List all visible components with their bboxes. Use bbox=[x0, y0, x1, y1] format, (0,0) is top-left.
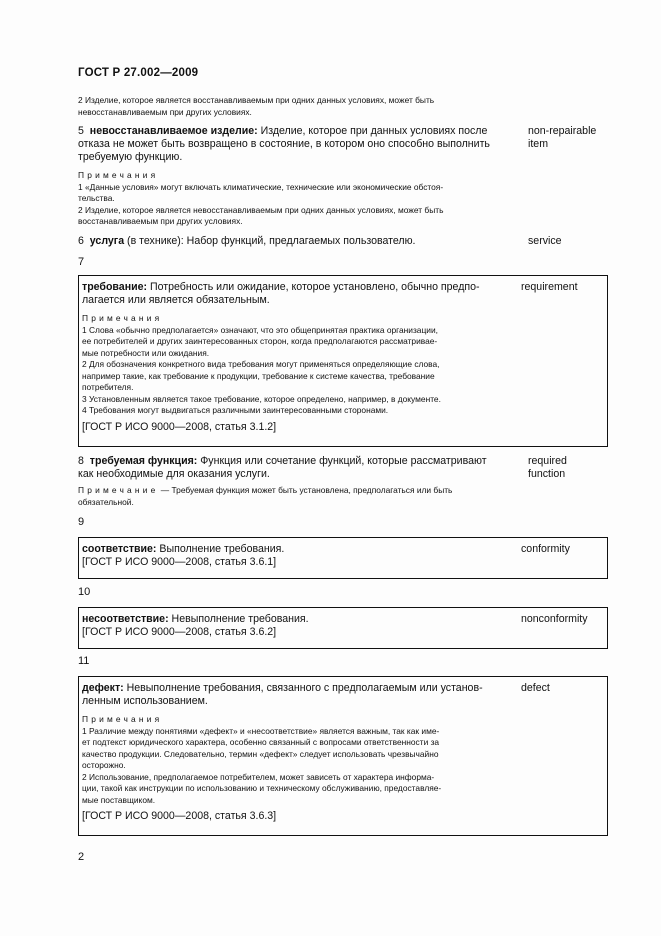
english-term: non-repairable item bbox=[528, 125, 597, 150]
definition bbox=[78, 455, 518, 481]
definition-text: как необходимые для оказания услуги. bbox=[78, 468, 270, 480]
note-line: 2 Изделие, которое является восстанавливаемым при одних данных условиях, может быть bbox=[78, 95, 435, 105]
note-line: осторожно. bbox=[82, 760, 126, 770]
english-term: required function bbox=[528, 455, 567, 480]
source-reference: [ГОСТ Р ИСО 9000—2008, статья 3.6.2] bbox=[82, 626, 277, 638]
note-line: например такие, как требование к продукции, требование к системе качества, требование bbox=[82, 370, 435, 381]
term-entry-9-box bbox=[78, 537, 608, 579]
definition bbox=[82, 682, 518, 708]
term-entry-8 bbox=[78, 455, 614, 508]
term-number: 10 bbox=[78, 586, 91, 598]
definition bbox=[82, 543, 518, 569]
note-line: 1 «Данные условия» могут включать климатические, технические или экономические обстоя- bbox=[78, 181, 444, 192]
notes-title: Примечание bbox=[78, 485, 159, 495]
note-line: ет подтекст юридического характера, особенно связанный с вопросами ответственности за bbox=[82, 737, 440, 747]
note-line: восстанавливаемым при других условиях. bbox=[78, 216, 243, 226]
source-reference: [ГОСТ Р ИСО 9000—2008, статья 3.6.3] bbox=[82, 810, 277, 822]
note-line: 2 Для обозначения конкретного вида требования могут применяться определяющие слова, bbox=[82, 359, 440, 369]
note-line: 2 Использование, предполагаемое потребителем, может зависеть от характера информа- bbox=[82, 771, 435, 782]
definition-text: отказа не может быть возвращено в состояние, в котором оно способно выполнить bbox=[78, 138, 490, 150]
note-line: невосстанавливаемым при других условиях. bbox=[78, 106, 252, 117]
definition bbox=[78, 125, 518, 164]
note-line: 1 Слова «обычно предполагается» означают, что это общепринятая практика организации, bbox=[82, 324, 438, 335]
document-page bbox=[78, 0, 614, 936]
term-name: требование: bbox=[82, 281, 148, 293]
term-name: услуга bbox=[89, 235, 125, 247]
english-term: defect bbox=[521, 682, 550, 694]
note-text: — Требуемая функция может быть установлена, предполагаться или быть bbox=[158, 485, 453, 495]
definition-text: Изделие, которое при данных условиях после bbox=[257, 125, 488, 137]
english-term: conformity bbox=[521, 543, 570, 555]
notes-title: Примечания bbox=[82, 313, 163, 323]
intro-note bbox=[78, 95, 614, 118]
definition-text: Невыполнение требования, связанного с предполагаемым или установ- bbox=[123, 682, 483, 694]
note-line: ее потребителей и других заинтересованных сторон, когда предполагаются рассматривае- bbox=[82, 336, 438, 346]
definition-text: Функция или сочетание функций, которые рассматривают bbox=[197, 455, 487, 467]
page-number: 2 bbox=[78, 851, 85, 863]
english-term: requirement bbox=[521, 281, 578, 293]
definition bbox=[82, 613, 518, 639]
term-name: несоответствие: bbox=[82, 613, 169, 625]
note-line: 3 Установленным является такое требование, которое определено, например, в документе. bbox=[82, 393, 441, 404]
definition bbox=[82, 281, 518, 307]
term-number: 11 bbox=[78, 655, 90, 667]
note-line: тельства. bbox=[78, 193, 115, 203]
term-name: требуемая функция: bbox=[89, 455, 198, 467]
definition-text: (в технике): Набор функций, предлагаемых пользователю. bbox=[124, 235, 416, 247]
note-line: обязательной. bbox=[78, 496, 134, 507]
definition-text: лагается или является обязательным. bbox=[82, 294, 270, 306]
notes-title: Примечания bbox=[82, 714, 163, 724]
term-name: невосстанавливаемое изделие: bbox=[89, 125, 258, 137]
note-line: потребителя. bbox=[82, 382, 134, 392]
note-line: 2 Изделие, которое является невосстанавливаемым при одних данных условиях, может быть bbox=[78, 204, 444, 215]
english-term: nonconformity bbox=[521, 613, 588, 625]
note-line: мые поставщиком. bbox=[82, 794, 156, 805]
term-entry-6 bbox=[78, 235, 614, 248]
source-reference: [ГОСТ Р ИСО 9000—2008, статья 3.1.2] bbox=[82, 420, 277, 433]
notes-title: Примечания bbox=[78, 170, 159, 180]
note-line: 4 Требования могут выдвигаться различными заинтересованными сторонами. bbox=[82, 405, 389, 415]
term-entry-5 bbox=[78, 125, 614, 228]
source-reference: [ГОСТ Р ИСО 9000—2008, статья 3.6.1] bbox=[82, 556, 277, 568]
term-name: соответствие: bbox=[82, 543, 157, 555]
term-number: 8 bbox=[78, 455, 84, 467]
standard-header: ГОСТ Р 27.002—2009 bbox=[78, 67, 199, 79]
term-entry-7-box bbox=[78, 275, 608, 447]
english-term: service bbox=[528, 235, 562, 247]
note-line: 1 Различие между понятиями «дефект» и «несоответствие» является важным, так как име- bbox=[82, 725, 440, 736]
definition-text: Выполнение требования. bbox=[156, 543, 285, 555]
definition-text: Невыполнение требования. bbox=[168, 613, 309, 625]
term-entry-10-box bbox=[78, 607, 608, 649]
term-number: 9 bbox=[78, 516, 85, 528]
definition-text: Потребность или ожидание, которое установлено, обычно предпо- bbox=[147, 281, 480, 293]
note-line bbox=[78, 485, 614, 497]
term-name: дефект: bbox=[82, 682, 124, 694]
term-number: 7 bbox=[78, 256, 85, 268]
term-entry-11-box bbox=[78, 676, 608, 836]
term-number: 5 bbox=[78, 125, 84, 137]
definition bbox=[78, 235, 518, 248]
definition-text: ленным использованием. bbox=[82, 695, 208, 707]
term-number: 6 bbox=[78, 235, 84, 247]
note-line: ции, такой как инструкции по использованию и техническому обслуживанию, предоставляе- bbox=[82, 783, 442, 793]
note-line: качество продукции. Следовательно, термин «дефект» следует использовать чрезвычайно bbox=[82, 748, 439, 759]
definition-text: требуемую функцию. bbox=[78, 151, 183, 163]
note-line: мые потребности или ожидания. bbox=[82, 347, 210, 358]
